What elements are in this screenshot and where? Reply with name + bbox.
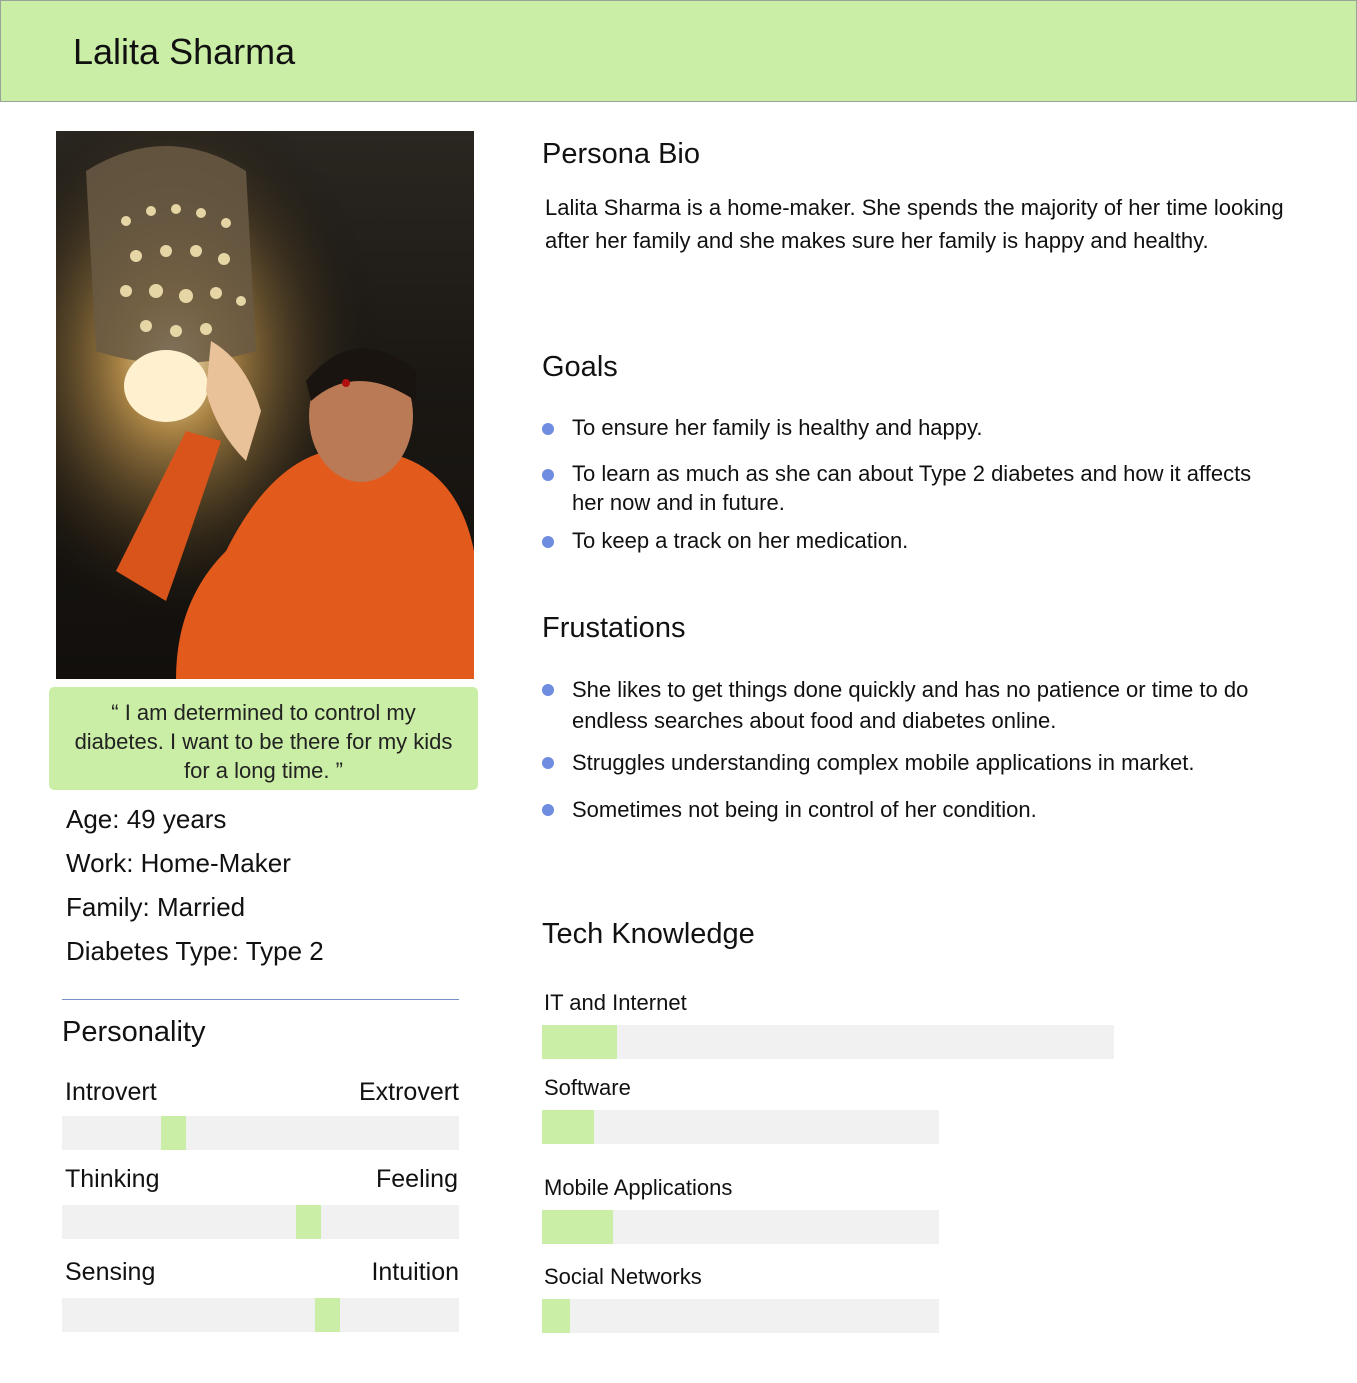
fact-age: Age: 49 years (66, 804, 227, 834)
fact-diabetes-type: Diabetes Type: Type 2 (66, 936, 324, 966)
frustration-text: She likes to get things done quickly and has no patience or time to do endless searches about food and diabetes online. (572, 677, 1249, 733)
personality-track (62, 1205, 459, 1239)
persona-name: Lalita Sharma (73, 31, 296, 72)
trait-right-label: Intuition (371, 1258, 459, 1286)
trait-left-label: Sensing (65, 1258, 156, 1286)
list-item (541, 413, 1301, 442)
trait-left-label: Thinking (65, 1165, 160, 1193)
tech-fill (542, 1110, 594, 1144)
tech-label: Software (544, 1075, 631, 1100)
list-item (541, 794, 1301, 825)
frustration-text: Sometimes not being in control of her condition. (572, 797, 1037, 822)
bio-text: Lalita Sharma is a home-maker. She spends the majority of her time looking after her family and she makes sure her family is happy and healthy. (545, 195, 1284, 253)
personality-marker (161, 1116, 186, 1150)
persona-quote: “ I am determined to control my diabetes. I want to be there for my kids for a long time. ” (49, 687, 478, 790)
fact-work: Work: Home-Maker (66, 848, 291, 878)
tech-fill (542, 1025, 617, 1059)
personality-track (62, 1116, 459, 1150)
goals-heading: Goals (542, 351, 618, 383)
frustration-text: Struggles understanding complex mobile applications in market. (572, 750, 1195, 775)
frustrations-heading: Frustations (542, 612, 686, 644)
list-item (541, 526, 1301, 555)
personality-marker (296, 1205, 321, 1239)
bullet-icon (542, 804, 554, 816)
list-item (541, 459, 1271, 517)
section-divider (62, 999, 459, 1000)
tech-label: Mobile Applications (544, 1175, 733, 1200)
tech-label: IT and Internet (544, 990, 687, 1015)
bullet-icon (542, 536, 554, 548)
persona-facts (66, 803, 324, 979)
goal-text: To keep a track on her medication. (572, 528, 909, 553)
trait-right-label: Feeling (376, 1165, 458, 1193)
bio-heading: Persona Bio (542, 138, 700, 170)
goal-text: To learn as much as she can about Type 2 diabetes and how it affects her now and in future. (572, 461, 1252, 515)
bullet-icon (542, 469, 554, 481)
bullet-icon (542, 684, 554, 696)
list-item (541, 747, 1301, 778)
trait-right-label: Extrovert (358, 1078, 459, 1106)
fact-family: Family: Married (66, 892, 246, 922)
personality-heading: Personality (62, 1016, 206, 1048)
header-banner (0, 0, 1357, 102)
persona-photo (56, 131, 474, 679)
tech-track (542, 1110, 939, 1144)
bullet-icon (542, 757, 554, 769)
tech-fill (542, 1210, 613, 1244)
personality-marker (315, 1298, 340, 1332)
trait-left-label: Introvert (65, 1078, 157, 1106)
tech-track (542, 1025, 1114, 1059)
tech-fill (542, 1299, 570, 1333)
tech-label: Social Networks (544, 1264, 702, 1289)
tech-heading: Tech Knowledge (542, 918, 755, 950)
tech-track (542, 1299, 939, 1333)
tech-track (542, 1210, 939, 1244)
personality-track (62, 1298, 459, 1332)
goal-text: To ensure her family is healthy and happy. (572, 415, 983, 440)
bullet-icon (542, 423, 554, 435)
list-item (541, 674, 1286, 736)
